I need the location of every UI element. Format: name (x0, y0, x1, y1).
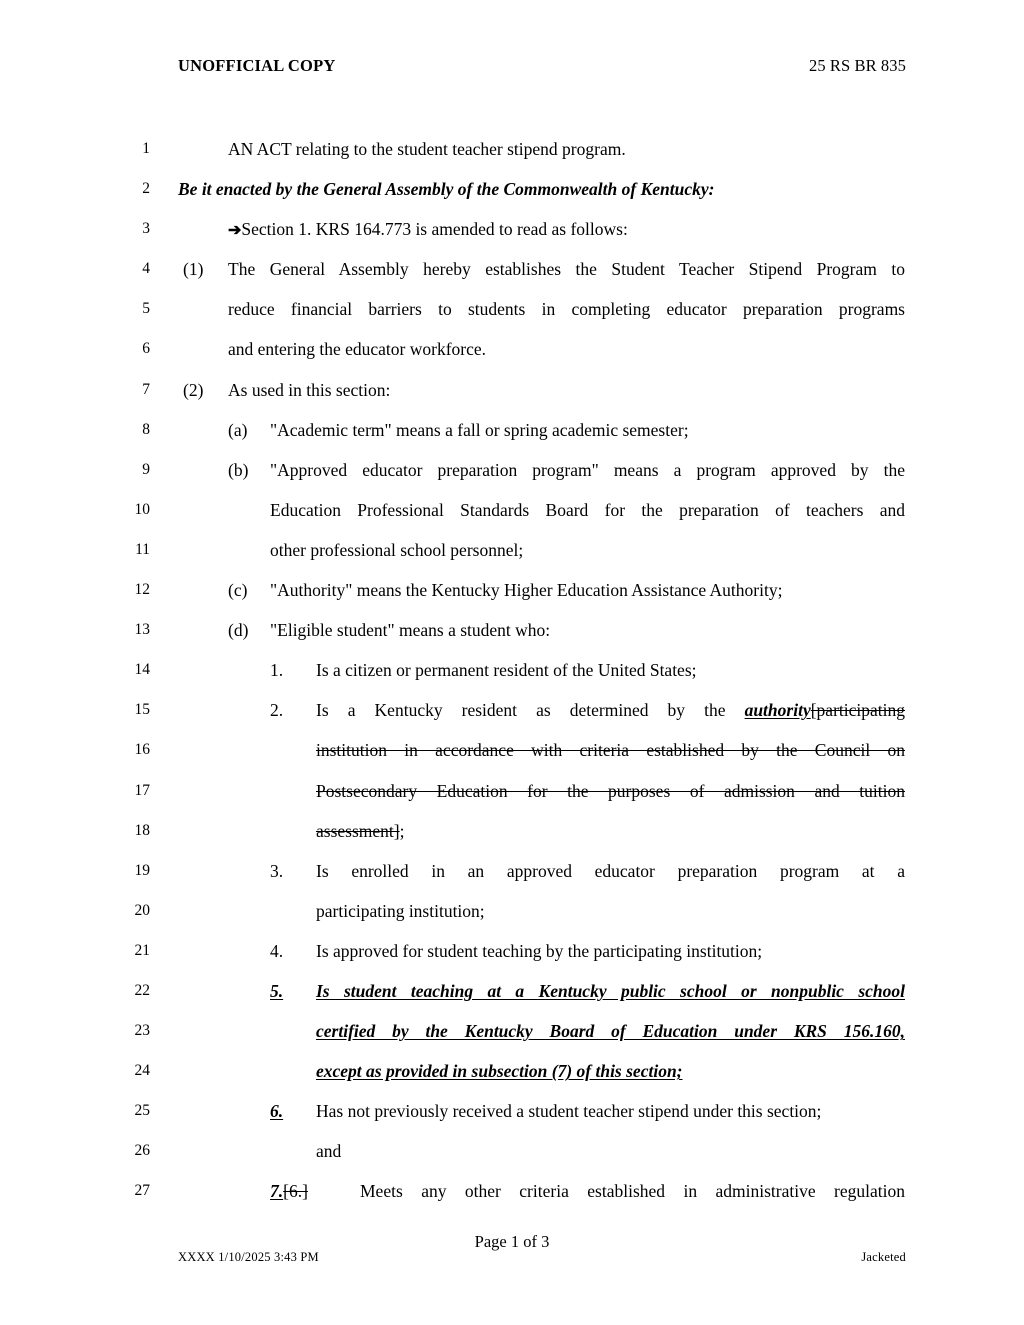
line-number: 7 (142, 380, 150, 398)
line-number: 1 (142, 140, 150, 157)
section-heading-text: Section 1. KRS 164.773 is amended to read as follows: (241, 219, 628, 240)
line-text: As used in this section: (228, 379, 391, 400)
line-text (228, 216, 905, 244)
line-text: reduce financial barriers to students in completing educator preparation programs (228, 299, 905, 320)
line-text: and entering the educator workforce. (228, 339, 487, 360)
section-arrow-icon: ➔ (228, 222, 242, 240)
line-number: 4 (142, 260, 150, 278)
subsection-marker: (1) (183, 259, 204, 280)
line-number: 2 (142, 180, 150, 198)
line-text: Education Professional Standards Board for the preparation of teachers and (270, 499, 905, 520)
document-line (0, 377, 1024, 417)
line-text (316, 818, 905, 844)
item-marker: 5. (270, 980, 284, 1001)
line-number: 5 (142, 300, 150, 318)
line-text-plain: Is a Kentucky resident as determined by the (316, 700, 745, 721)
header-bill-id-label: 25 RS BR 835 (808, 56, 906, 75)
line-number: 10 (134, 500, 150, 518)
line-text-plain: ; (399, 820, 405, 841)
document-line (0, 336, 1024, 376)
document-line (0, 1138, 1024, 1178)
deleted-text: assessment] (316, 820, 400, 841)
line-number: 23 (134, 1022, 150, 1040)
line-number: 11 (135, 540, 150, 558)
page-header (178, 56, 906, 76)
inserted-text: certified by the Kentucky Board of Education under KRS 156.160, (316, 1021, 905, 1042)
line-text: "Approved educator preparation program" means a program approved by the (270, 459, 905, 480)
document-line (0, 818, 1024, 858)
line-number: 6 (142, 340, 150, 358)
footer-meta-row (178, 1250, 906, 1265)
line-number: 16 (134, 741, 150, 759)
item-marker: 2. (270, 700, 284, 721)
line-text: The General Assembly hereby establishes the Student Teacher Stipend Program to (228, 259, 905, 280)
paragraph-marker: (a) (228, 419, 248, 440)
page-number-label: Page 1 of 3 (474, 1232, 550, 1251)
document-line (0, 296, 1024, 336)
document-line (0, 1098, 1024, 1138)
line-number: 12 (134, 581, 150, 599)
line-text: other professional school personnel; (270, 539, 524, 560)
line-number: 27 (134, 1182, 150, 1200)
item-marker: 1. (270, 660, 284, 681)
line-number: 13 (134, 621, 150, 639)
document-line (0, 176, 1024, 216)
document-line (0, 978, 1024, 1018)
document-line (0, 938, 1024, 978)
document-line (0, 778, 1024, 818)
enacting-clause: Be it enacted by the General Assembly of the Commonwealth of Kentucky: (178, 179, 715, 200)
subsection-marker: (2) (183, 379, 204, 400)
footer-timestamp-label: XXXX 1/10/2025 3:43 PM (178, 1250, 319, 1264)
line-number: 25 (134, 1102, 150, 1120)
document-line (0, 256, 1024, 296)
paragraph-marker: (b) (228, 459, 249, 480)
line-text: Has not previously received a student teacher stipend under this section; (316, 1101, 822, 1122)
line-number: 9 (142, 460, 150, 478)
document-line (0, 216, 1024, 256)
inserted-text: Is student teaching at a Kentucky public school or nonpublic school (316, 980, 905, 1001)
document-line (0, 858, 1024, 898)
line-text: "Eligible student" means a student who: (270, 620, 551, 641)
line-text: participating institution; (316, 900, 485, 921)
deleted-text: [participating (810, 700, 905, 721)
document-line (0, 617, 1024, 657)
item-marker-inserted: 6. (270, 1101, 284, 1122)
document-line (0, 497, 1024, 537)
document-line (0, 697, 1024, 737)
line-text: Meets any other criteria established in administrative regulation (360, 1181, 905, 1202)
line-number: 3 (142, 220, 150, 238)
document-line (0, 1178, 1024, 1218)
line-text: Is approved for student teaching by the participating institution; (316, 940, 763, 961)
line-number: 17 (134, 781, 150, 799)
document-line (0, 1058, 1024, 1098)
line-number: 14 (134, 661, 150, 679)
line-text: Is a citizen or permanent resident of the United States; (316, 660, 697, 681)
document-line (0, 136, 1024, 176)
inserted-text: authority (744, 700, 811, 721)
item-marker-inserted: 7. (270, 1181, 284, 1202)
deleted-text: Postsecondary Education for the purposes of admission and tuition (316, 780, 905, 801)
line-number: 19 (134, 861, 150, 879)
line-number: 20 (134, 901, 150, 919)
footer-status-label: Jacketed (861, 1250, 906, 1264)
line-text: AN ACT relating to the student teacher stipend program. (228, 139, 626, 159)
header-unofficial-copy-label: UNOFFICIAL COPY (178, 56, 336, 75)
document-line (0, 657, 1024, 697)
document-line (0, 537, 1024, 577)
line-number: 15 (134, 701, 150, 719)
document-line (0, 1018, 1024, 1058)
inserted-text: except as provided in subsection (7) of this section; (316, 1061, 683, 1082)
line-number: 21 (134, 941, 150, 959)
line-text: and (316, 1141, 342, 1162)
item-marker-revision (270, 1178, 308, 1204)
document-line (0, 417, 1024, 457)
document-body (0, 136, 1024, 1219)
item-marker-deleted: [6.] (283, 1181, 308, 1202)
document-line (0, 898, 1024, 938)
document-line (0, 737, 1024, 777)
document-line (0, 457, 1024, 497)
line-text: Is enrolled in an approved educator preparation program at a (316, 860, 905, 881)
line-number: 8 (142, 420, 150, 438)
line-text (316, 697, 905, 723)
paragraph-marker: (c) (228, 580, 248, 601)
line-number: 26 (134, 1142, 150, 1160)
document-line (0, 577, 1024, 617)
line-text: "Academic term" means a fall or spring academic semester; (270, 419, 689, 440)
paragraph-marker: (d) (228, 620, 249, 641)
line-number: 22 (134, 981, 150, 999)
line-number: 18 (134, 821, 150, 839)
item-marker: 4. (270, 940, 284, 961)
line-number: 24 (134, 1062, 150, 1080)
deleted-text: institution in accordance with criteria established by the Council on (316, 740, 905, 761)
item-marker: 3. (270, 860, 284, 881)
line-text: "Authority" means the Kentucky Higher Education Assistance Authority; (270, 580, 783, 601)
